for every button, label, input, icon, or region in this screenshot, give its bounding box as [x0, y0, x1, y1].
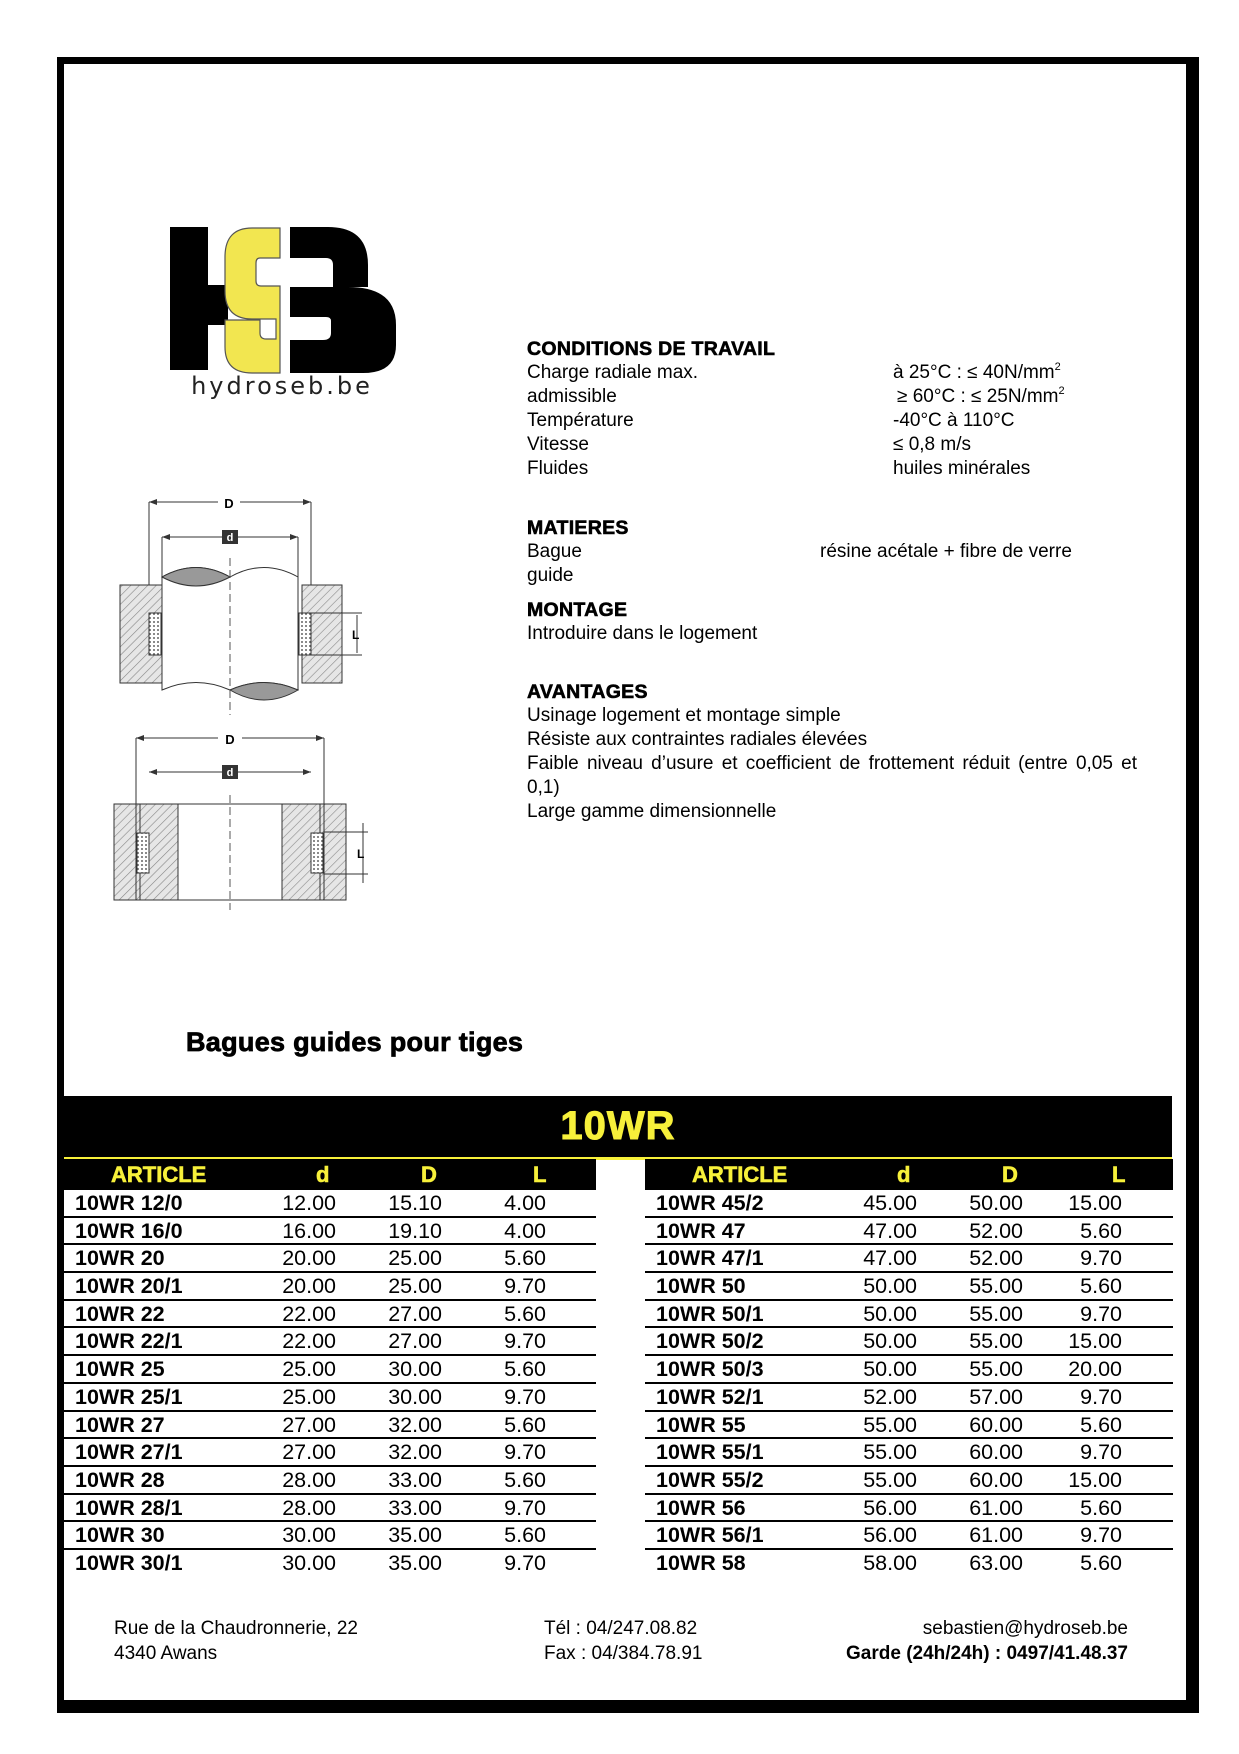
inner-diameter-cell: 56.00 [863, 1523, 917, 1548]
article-cell: 10WR 55 [656, 1412, 746, 1437]
svg-text:D: D [224, 496, 234, 511]
svg-text:L: L [352, 628, 360, 642]
inner-diameter-cell: 25.00 [282, 1384, 336, 1409]
column-header-d: d [316, 1162, 330, 1187]
column-header-d: d [897, 1162, 911, 1187]
article-cell: 10WR 50 [656, 1274, 746, 1299]
outer-diameter-cell: 27.00 [388, 1329, 442, 1354]
length-cell: 9.70 [1080, 1301, 1122, 1326]
dimensions-table-left [64, 1159, 596, 1578]
outer-diameter-cell: 30.00 [388, 1384, 442, 1409]
table-row [645, 1301, 1173, 1329]
length-cell: 9.70 [504, 1550, 546, 1575]
length-cell: 15.00 [1068, 1191, 1122, 1215]
table-row [64, 1190, 596, 1218]
length-cell: 9.70 [1080, 1246, 1122, 1271]
inner-diameter-cell: 50.00 [863, 1301, 917, 1326]
table-row [64, 1439, 596, 1467]
article-cell: 10WR 50/3 [656, 1357, 764, 1382]
length-cell: 5.60 [1080, 1412, 1122, 1437]
table-row [645, 1384, 1173, 1412]
spec-label: Vitesse [527, 434, 589, 455]
article-cell: 10WR 56 [656, 1495, 746, 1520]
footer-address [114, 1616, 358, 1666]
article-cell: 10WR 28 [75, 1467, 165, 1492]
length-cell: 5.60 [1080, 1218, 1122, 1243]
article-cell: 10WR 20 [75, 1246, 165, 1271]
inner-diameter-cell: 50.00 [863, 1329, 917, 1354]
table-row [64, 1245, 596, 1273]
inner-diameter-cell: 27.00 [282, 1412, 336, 1437]
outer-diameter-cell: 55.00 [969, 1329, 1023, 1354]
outer-diameter-cell: 52.00 [969, 1246, 1023, 1271]
advantage-item: Usinage logement et montage simple [527, 705, 841, 726]
spec-label: Charge radiale max. admissible [527, 362, 699, 407]
inner-diameter-cell: 22.00 [282, 1301, 336, 1326]
spec-value: ≤ 0,8 m/s [893, 434, 972, 455]
spec-row [527, 385, 1065, 409]
dimensions-table-right [645, 1159, 1173, 1578]
length-cell: 9.70 [1080, 1440, 1122, 1465]
spec-value: ≥ 60°C : ≤ $25N/mm^2$ [897, 385, 1065, 407]
article-cell: 10WR 50/1 [656, 1301, 764, 1326]
outer-diameter-cell: 32.00 [388, 1440, 442, 1465]
table-row [645, 1356, 1173, 1384]
article-cell: 10WR 27/1 [75, 1440, 183, 1465]
table-row [645, 1522, 1173, 1550]
advantages-heading: AVANTAGES [527, 681, 648, 703]
article-cell: 10WR 55/1 [656, 1440, 764, 1465]
outer-diameter-cell: 35.00 [388, 1550, 442, 1575]
advantage-item: Faible niveau d’usure et coefficient de frottement réduit (entre 0,05 et 0,1) [527, 753, 1137, 798]
table-row [64, 1273, 596, 1301]
outer-diameter-cell: 60.00 [969, 1412, 1023, 1437]
inner-diameter-cell: 30.00 [282, 1550, 336, 1575]
materials-section [527, 516, 1072, 586]
article-cell: 10WR 12/0 [75, 1191, 183, 1215]
inner-diameter-cell: 52.00 [863, 1384, 917, 1409]
inner-diameter-cell: 56.00 [863, 1495, 917, 1520]
table-row [64, 1467, 596, 1495]
table-row [645, 1550, 1173, 1578]
table-row [64, 1218, 596, 1246]
article-cell: 10WR 22 [75, 1301, 165, 1326]
length-cell: 5.60 [1080, 1274, 1122, 1299]
table-row [64, 1522, 596, 1550]
article-cell: 10WR 47/1 [656, 1246, 764, 1271]
article-cell: 10WR 25/1 [75, 1384, 183, 1409]
article-cell: 10WR 20/1 [75, 1274, 183, 1299]
company-logo [168, 225, 398, 400]
inner-diameter-cell: 55.00 [863, 1440, 917, 1465]
inner-diameter-cell: 50.00 [863, 1274, 917, 1299]
svg-text:d: d [226, 767, 234, 779]
table-row [645, 1190, 1173, 1218]
length-cell: 20.00 [1068, 1357, 1122, 1382]
advantage-item: Résiste aux contraintes radiales élevées [527, 729, 868, 750]
inner-diameter-cell: 20.00 [282, 1246, 336, 1271]
outer-diameter-cell: 33.00 [388, 1467, 442, 1492]
rod-guide-diagram-icon [100, 480, 390, 720]
table-body [64, 1190, 596, 1578]
length-cell: 9.70 [1080, 1523, 1122, 1548]
materials-heading: MATIERES [527, 517, 629, 539]
fax-number: Fax : 04/384.78.91 [544, 1643, 703, 1664]
length-cell: 9.70 [504, 1495, 546, 1520]
outer-diameter-cell: 60.00 [969, 1467, 1023, 1492]
spec-label: Température [527, 410, 634, 431]
inner-diameter-cell: 47.00 [863, 1246, 917, 1271]
spec-value: à 25°C : ≤ $40N/mm^2$ [893, 361, 1061, 383]
outer-diameter-cell: 30.00 [388, 1357, 442, 1382]
spec-label: Bague guide [527, 541, 582, 586]
table-row [645, 1273, 1173, 1301]
table-row [64, 1301, 596, 1329]
footer-contact [544, 1616, 702, 1666]
advantage-item: Large gamme dimensionnelle [527, 801, 777, 822]
emergency-number: Garde (24h/24h) : 0497/41.48.37 [846, 1643, 1128, 1664]
inner-diameter-cell: 55.00 [863, 1412, 917, 1437]
length-cell: 9.70 [1080, 1384, 1122, 1409]
outer-diameter-cell: 60.00 [969, 1440, 1023, 1465]
inner-diameter-cell: 50.00 [863, 1357, 917, 1382]
outer-diameter-cell: 52.00 [969, 1218, 1023, 1243]
article-cell: 10WR 52/1 [656, 1384, 764, 1409]
length-cell: 4.00 [504, 1218, 546, 1243]
article-cell: 10WR 50/2 [656, 1329, 764, 1354]
column-header-article: ARTICLE [111, 1162, 207, 1187]
inner-diameter-cell: 30.00 [282, 1523, 336, 1548]
table-row [645, 1245, 1173, 1273]
column-header-L: L [1112, 1162, 1126, 1187]
article-cell: 10WR 55/2 [656, 1467, 764, 1492]
article-cell: 10WR 28/1 [75, 1495, 183, 1520]
table-row [64, 1328, 596, 1356]
length-cell: 5.60 [504, 1412, 546, 1437]
assembly-section [527, 598, 757, 646]
inner-diameter-cell: 28.00 [282, 1467, 336, 1492]
length-cell: 5.60 [1080, 1550, 1122, 1575]
svg-text:L: L [357, 847, 365, 861]
table-row [645, 1495, 1173, 1523]
outer-diameter-cell: 61.00 [969, 1523, 1023, 1548]
spec-value: résine acétale + fibre de verre [820, 541, 1072, 562]
outer-diameter-cell: 55.00 [969, 1301, 1023, 1326]
length-cell: 5.60 [504, 1467, 546, 1492]
length-cell: 9.70 [504, 1274, 546, 1299]
inner-diameter-cell: 28.00 [282, 1495, 336, 1520]
outer-diameter-cell: 32.00 [388, 1412, 442, 1437]
spec-value: huiles minérales [893, 458, 1031, 479]
length-cell: 5.60 [504, 1246, 546, 1271]
outer-diameter-cell: 55.00 [969, 1357, 1023, 1382]
table-body [645, 1190, 1173, 1578]
article-cell: 10WR 30 [75, 1523, 165, 1548]
outer-diameter-cell: 25.00 [388, 1274, 442, 1299]
spec-row [527, 433, 972, 457]
outer-diameter-cell: 61.00 [969, 1495, 1023, 1520]
series-title-bar [64, 1096, 1172, 1160]
article-cell: 10WR 22/1 [75, 1329, 183, 1354]
conditions-section [527, 337, 1065, 481]
assembly-text: Introduire dans le logement [527, 623, 758, 644]
outer-diameter-cell: 35.00 [388, 1523, 442, 1548]
svg-text:D: D [225, 732, 235, 747]
length-cell: 5.60 [1080, 1495, 1122, 1520]
footer-email-block [846, 1616, 1128, 1666]
article-cell: 10WR 45/2 [656, 1191, 764, 1215]
length-cell: 15.00 [1068, 1467, 1122, 1492]
table-row [64, 1384, 596, 1412]
outer-diameter-cell: 57.00 [969, 1384, 1023, 1409]
outer-diameter-cell: 19.10 [388, 1218, 442, 1243]
spec-row [527, 540, 1072, 586]
table-row [645, 1467, 1173, 1495]
outer-diameter-cell: 27.00 [388, 1301, 442, 1326]
article-cell: 10WR 58 [656, 1550, 746, 1575]
spec-label: Fluides [527, 458, 589, 479]
spec-row [527, 457, 1031, 481]
conditions-heading: CONDITIONS DE TRAVAIL [527, 338, 776, 360]
length-cell: 5.60 [504, 1357, 546, 1382]
table-row [645, 1439, 1173, 1467]
series-title: 10WR [560, 1104, 676, 1148]
outer-diameter-cell: 63.00 [969, 1550, 1023, 1575]
table-row [64, 1495, 596, 1523]
length-cell: 5.60 [504, 1523, 546, 1548]
table-row [64, 1412, 596, 1440]
article-cell: 10WR 25 [75, 1357, 165, 1382]
advantages-section [527, 680, 1137, 824]
article-cell: 10WR 56/1 [656, 1523, 764, 1548]
article-cell: 10WR 30/1 [75, 1550, 183, 1575]
email-link[interactable]: sebastien@hydroseb.be [922, 1618, 1128, 1639]
inner-diameter-cell: 22.00 [282, 1329, 336, 1354]
inner-diameter-cell: 47.00 [863, 1218, 917, 1243]
housing-section-diagram-icon [100, 715, 390, 925]
inner-diameter-cell: 16.00 [282, 1218, 336, 1243]
length-cell: 9.70 [504, 1329, 546, 1354]
inner-diameter-cell: 45.00 [863, 1191, 917, 1215]
inner-diameter-cell: 25.00 [282, 1357, 336, 1382]
section-title: Bagues guides pour tiges [186, 1027, 524, 1057]
phone-number: Tél : 04/247.08.82 [544, 1618, 698, 1639]
article-cell: 10WR 16/0 [75, 1218, 183, 1243]
address-line: Rue de la Chaudronnerie, 22 [114, 1618, 359, 1639]
address-line: 4340 Awans [114, 1643, 218, 1664]
inner-diameter-cell: 27.00 [282, 1440, 336, 1465]
outer-diameter-cell: 50.00 [969, 1191, 1023, 1215]
table-header [645, 1159, 1173, 1190]
length-cell: 9.70 [504, 1384, 546, 1409]
inner-diameter-cell: 12.00 [282, 1191, 336, 1215]
outer-diameter-cell: 55.00 [969, 1274, 1023, 1299]
length-cell: 5.60 [504, 1301, 546, 1326]
outer-diameter-cell: 15.10 [388, 1191, 442, 1215]
outer-diameter-cell: 25.00 [388, 1246, 442, 1271]
length-cell: 9.70 [504, 1440, 546, 1465]
length-cell: 4.00 [504, 1191, 546, 1215]
hs-logo-icon [168, 225, 398, 375]
spec-value: -40°C à 110°C [893, 410, 1015, 431]
outer-diameter-cell: 33.00 [388, 1495, 442, 1520]
assembly-heading: MONTAGE [527, 599, 628, 621]
table-row [64, 1356, 596, 1384]
spec-row [527, 409, 1015, 433]
article-cell: 10WR 47 [656, 1218, 746, 1243]
inner-diameter-cell: 20.00 [282, 1274, 336, 1299]
table-row [64, 1550, 596, 1578]
table-row [645, 1218, 1173, 1246]
table-row [645, 1412, 1173, 1440]
svg-text:d: d [226, 532, 234, 544]
column-header-D: D [1002, 1162, 1018, 1187]
inner-diameter-cell: 55.00 [863, 1467, 917, 1492]
table-header [64, 1159, 596, 1190]
table-row [645, 1328, 1173, 1356]
length-cell: 15.00 [1068, 1329, 1122, 1354]
inner-diameter-cell: 58.00 [863, 1550, 917, 1575]
logo-text: hydroseb.be [191, 372, 373, 400]
column-header-L: L [533, 1162, 547, 1187]
article-cell: 10WR 27 [75, 1412, 165, 1437]
column-header-D: D [421, 1162, 437, 1187]
column-header-article: ARTICLE [692, 1162, 788, 1187]
